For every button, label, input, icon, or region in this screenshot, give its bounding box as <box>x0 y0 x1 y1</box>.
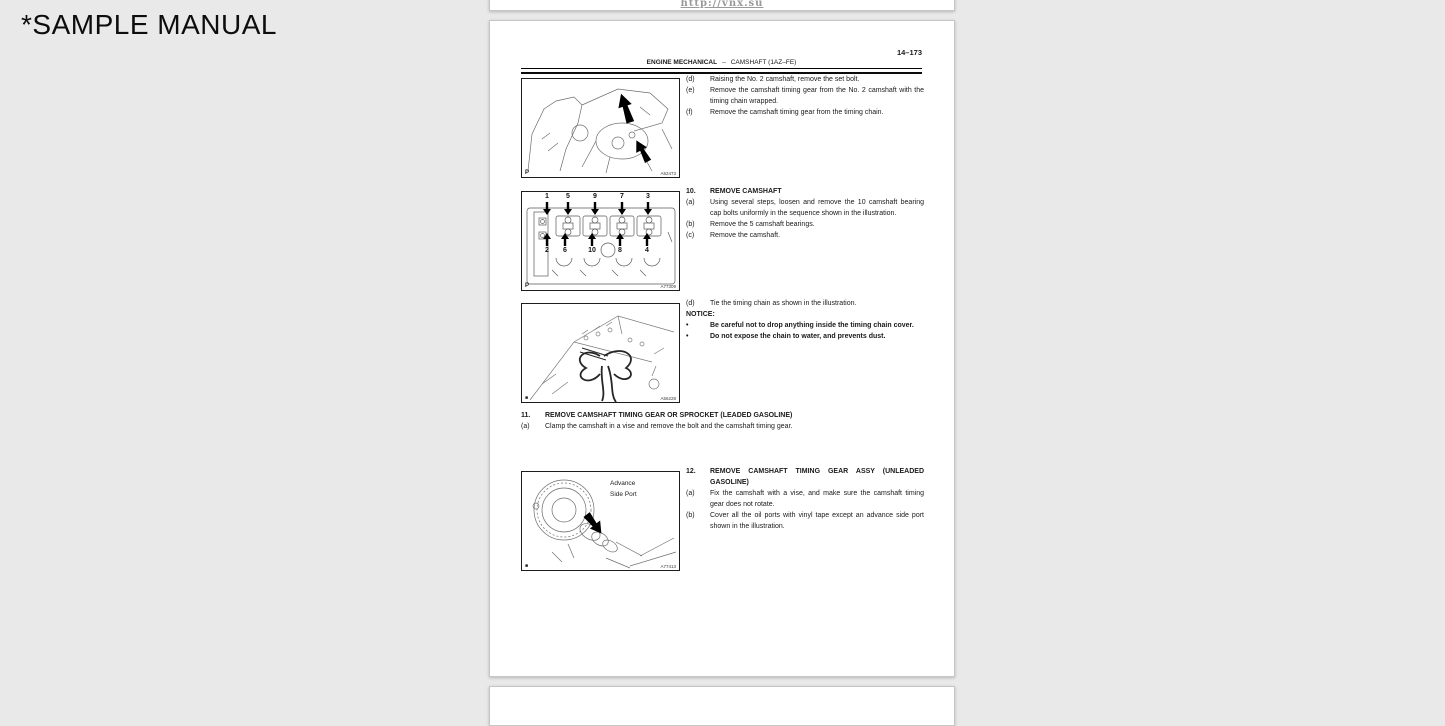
list-item-marker: • <box>686 321 689 329</box>
step-10-remove-camshaft <box>686 187 924 242</box>
figure2-illustration <box>522 192 679 290</box>
bolt-number: 9 <box>593 193 597 200</box>
bolt-number: 2 <box>545 247 549 254</box>
figure3-code: A56228 <box>660 396 676 401</box>
step-11-remove-timing-gear-leaded <box>521 411 924 433</box>
list-item-marker: (c) <box>686 231 695 239</box>
list-item <box>686 299 924 310</box>
list-item-text: Cover all the oil ports with vinyl tape except an advance side port shown in the illustration. <box>710 511 924 530</box>
list-item <box>521 422 924 433</box>
list-item-marker: (a) <box>521 422 530 430</box>
list-item-marker: (a) <box>686 489 695 497</box>
bolt-number: 1 <box>545 193 549 200</box>
bolt-number: 4 <box>645 247 649 254</box>
figure-advance-side-port <box>521 471 680 571</box>
bolt-number: 7 <box>620 193 624 200</box>
list-item <box>686 321 924 332</box>
list-item <box>521 411 924 422</box>
list-item <box>686 332 924 343</box>
figure2-corner-mark: P <box>525 283 530 289</box>
figure4-code: A77413 <box>660 564 676 569</box>
list-item-text: Fix the camshaft with a vise, and make sure the camshaft timing gear does not rotate. <box>710 489 924 508</box>
list-item-marker: (b) <box>686 511 695 519</box>
list-item <box>686 198 924 220</box>
figure-bolt-sequence <box>521 191 680 291</box>
list-item: NOTICE: <box>686 310 715 318</box>
header-separator: – <box>722 59 726 66</box>
figure3-corner-mark: ■ <box>525 395 529 401</box>
list-item-marker: (d) <box>686 76 695 83</box>
list-item-text: Raising the No. 2 camshaft, remove the set bolt. <box>710 76 860 83</box>
bolt-number: 6 <box>563 247 567 254</box>
figure4-corner-mark: ■ <box>525 563 529 569</box>
list-item-text: Do not expose the chain to water, and prevents dust. <box>710 332 886 340</box>
list-item-marker: 11. <box>521 412 531 419</box>
list-item-text: Remove the 5 camshaft bearings. <box>710 220 815 228</box>
figure2-code: A77309 <box>660 284 676 289</box>
list-item-text: Remove the camshaft timing gear from the No. 2 camshaft with the timing chain wrapped. <box>710 86 924 105</box>
list-item-marker: 12. <box>686 468 696 475</box>
figure1-code: A52473 <box>660 171 676 176</box>
sample-manual-banner: *SAMPLE MANUAL <box>21 9 277 40</box>
document-viewer <box>489 0 955 718</box>
list-item-text: Tie the timing chain as shown in the illustration. <box>710 300 857 307</box>
advance-side-port-label-line2: Side Port <box>610 491 637 498</box>
list-item-marker: (e) <box>686 86 695 94</box>
list-item <box>686 489 924 511</box>
list-item <box>686 187 924 198</box>
manual-page <box>489 20 955 677</box>
figure1-corner-mark: P <box>525 170 530 176</box>
bolt-number: 3 <box>646 193 650 200</box>
list-item-marker: (d) <box>686 300 695 307</box>
list-item-text: Using several steps, loosen and remove the 10 camshaft bearing cap bolts uniformly in the sequence shown in the illustration. <box>710 198 924 217</box>
header-rule <box>521 72 922 74</box>
list-item <box>686 511 924 533</box>
figure3-illustration <box>522 304 679 402</box>
list-item-marker: 10. <box>686 188 696 195</box>
list-item-marker: (f) <box>686 108 693 116</box>
page-number: 14–173 <box>896 48 922 57</box>
list-item <box>686 86 924 108</box>
page-header <box>521 59 922 69</box>
figure-camshaft-raising <box>521 78 680 178</box>
list-item <box>686 220 924 231</box>
list-item <box>686 467 924 489</box>
list-item-marker: (b) <box>686 220 695 228</box>
list-item-marker: • <box>686 332 689 340</box>
list-item-text: REMOVE CAMSHAFT TIMING GEAR OR SPROCKET (LEADED GASOLINE) <box>545 412 793 419</box>
step-12-remove-timing-gear-unleaded <box>686 467 924 532</box>
list-item <box>686 231 924 242</box>
bolt-number: 8 <box>618 247 622 254</box>
url-watermark: http://vnx.su <box>680 0 764 9</box>
list-item-text: Clamp the camshaft in a vise and remove the bolt and the camshaft timing gear. <box>545 422 793 430</box>
header-section: ENGINE MECHANICAL <box>646 59 718 66</box>
list-item-text: REMOVE CAMSHAFT <box>710 188 782 195</box>
advance-side-port-label-line1: Advance <box>610 480 636 487</box>
bolt-number: 5 <box>566 193 570 200</box>
list-item-text: Remove the camshaft. <box>710 231 781 239</box>
figure1-illustration <box>522 79 679 177</box>
bolt-number: 10 <box>588 247 596 254</box>
next-page-fragment <box>489 686 955 726</box>
figure-tied-timing-chain <box>521 303 680 403</box>
header-subsection: CAMSHAFT (1AZ–FE) <box>730 59 797 66</box>
list-item <box>686 75 924 86</box>
list-item <box>686 108 924 119</box>
list-item-text: Remove the camshaft timing gear from the timing chain. <box>710 108 884 116</box>
list-item-text: REMOVE CAMSHAFT TIMING GEAR ASSY (UNLEADED GASOLINE) <box>710 468 924 486</box>
figure4-illustration <box>522 472 679 570</box>
previous-page-fragment <box>489 0 955 11</box>
steps-d-e-f <box>686 75 924 119</box>
step-d-notice <box>686 299 924 343</box>
list-item-text: Be careful not to drop anything inside the timing chain cover. <box>710 321 914 329</box>
list-item-marker: (a) <box>686 198 695 206</box>
